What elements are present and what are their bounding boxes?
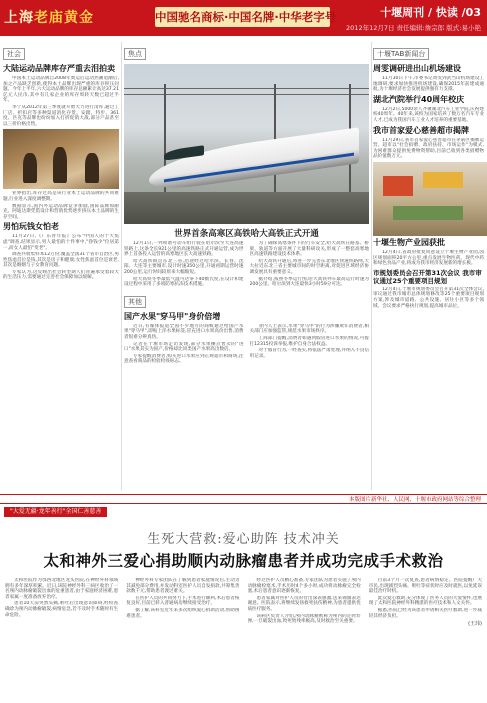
paragraph: 中国本土运动品牌自2008年奥运后运动热潮退潮后,加之产品缺乏创新,使得本土品牌出现严重的库存积压问题。今年上半年,六大运动品牌的库存总额累计高达37.21亿元人民币,其中有几家企业的库存周转天数已超过半年。 (3, 76, 119, 104)
article-title: 湖北汽院举行40周年校庆 (373, 94, 465, 104)
article-title: 国产水果"穿马甲"身价倍增 (124, 311, 221, 321)
charity-photo (373, 162, 487, 236)
paragraph: 为了确保高寒条件下的行车安全,哈大高铁在路基、桥梁、轨道等方面开展了大量科研攻关,形成了一整套高寒地区高速铁路建设技术体系。 (249, 241, 369, 258)
section-tag: 社会 (3, 48, 25, 60)
paragraph: 近日,有媒体报道全国不少地方的商贩通过给国产水果"穿马甲",即贴上洋水果标签,冒充进口水果高价出售,消费者很难分辨真伪。 (124, 323, 244, 340)
paragraph: 神经外科专家团队在了解到患者家庭情况后,主动为其减免部分费用,并发动科室医护人员自发捐款,共筹集善款数千元,帮助患者渡过难关。 (126, 578, 240, 595)
paragraph: 太和医院作为鄂西北地区龙头医院,在神经外科领域拥有多年深厚积累。近日,该院神经外科三病区收治了一名颅内动脉瘤破裂出血的危重患者,由于家庭经济困难,患者家属一度准备放弃治疗。 (5, 578, 119, 600)
brand-slogan: 中国驰名商标·中国名牌·中华老字号 (155, 7, 330, 27)
paragraph: 调查共收集样本12万份,覆盖全国31个省市自治区,男性焦虑首位是钱,其次是房子和健康;女性焦虑首位是衰老,其次是婚姻与子女教育问题。 (3, 252, 119, 269)
train-photo (124, 64, 369, 224)
paragraph: 12月4日,十堰市规划委员会召开第31次全体会议,审议通过我市城市总体规划修改等25个重要项目规划方案,涉及城市道路、公共设施、居住小区等多个领域。会议要求严格执行规划,提高城市品位。 (373, 286, 484, 309)
masthead-banner (0, 0, 487, 36)
paragraph: 在医护人员的共同努力下,手术进行顺利,术后患者恢复良好,目前已转入普通病房继续接受治疗。 (126, 595, 240, 607)
paragraph: 业内人士表示,水果"穿马甲"的行为涉嫌欺诈消费者,相关部门应加强监管,规范水果市场秩序。 (249, 323, 369, 335)
paragraph: 哈大高铁开通后,将进一步完善东北地区快速铁路网,大大拉近东北三省主要城市间的时空距离,对促进区域经济协调发展具有重要意义。 (249, 258, 369, 275)
paragraph: 据悉,医院已经为该患者申请相关医疗救助,进一步减轻其经济负担。 (368, 607, 482, 619)
paragraph: 对于假冒行为,一经查实,将依法严肃处理,并纳入不良信用记录。 (249, 348, 369, 359)
paragraph: 此次爱心救助,充分体现了医务人员的大爱情怀,也展现了太和医院神经外科精湛的医疗技术和人文关怀。 (368, 595, 482, 607)
paragraph: 工商部门提醒,消费者如遇到假冒进口水果的情况,可拨打12315投诉举报,维护自身合法权益。 (249, 335, 369, 347)
paragraph: 哈大高铁冬季最低气温可达零下40摄氏度,在设计和建设过程中采用了多项防寒抗冻技术措施。 (124, 276, 244, 288)
date-line: 2012年12月7日 责任编辑:詹宗郎 版式:易小艳 (346, 24, 481, 32)
article-title: 大陆运动品牌库存严重去泪拍卖 (3, 64, 115, 73)
paragraph: 业界指出,库存过高是该行业本土运动品牌的共同难题,行业进入深度调整期。 (3, 191, 119, 202)
article-title: 十堰生物产业园获批 (373, 237, 445, 247)
section-tag: 其他 (124, 296, 146, 308)
paragraph: 哈大高铁纵贯东北三省,沿途经过哈尔滨、长春、沈阳、大连等主要城市,设计时速350公里,开通初期运营时速200公里,运行时间较原来大幅缩短。 (124, 258, 244, 275)
center-column (124, 41, 369, 366)
logo-city: 上海 (4, 10, 34, 26)
feature-headline: 太和神外三爱心捐助顺内动脉瘤患者并成功完成手术救治 (43, 552, 444, 570)
paragraph: 11月29日,我市首家爱心慈善超市在茅箭区揭牌运营。超市以"社会捐赠、政府扶持、市场运作"为模式,为困难群众提供免费物资帮助,目前已收到各类捐赠物品价值数万元。 (373, 137, 484, 160)
right-column (373, 41, 484, 310)
paragraph: 李宁从2012年第三季度就开始大力进行清库,通过工厂店、折扣店等多种渠道消化存货。安踏、特步、361度、匹克等品牌也纷纷加入打折促销大战,部分产品甚至以三折价格出售。 (3, 104, 119, 127)
credit-bar: 本版图片新华社、人民网、十堰市政府网站等综合整理 (0, 494, 487, 504)
paragraph: 数据显示,国内外运动品牌竞争加剧,国际品牌如耐克、阿迪达斯凭借设计和营销优势逐步挤压本土品牌的生存空间。 (3, 203, 119, 220)
section-tag: 焦点 (124, 48, 146, 60)
brand-logo (4, 7, 94, 29)
photo-caption: 世界首条高寒区高铁哈大高铁正式开通 (174, 229, 319, 239)
article-title: 市规划委员会召开第31次会议 我市审议通过25个重要项目规划 (373, 268, 482, 285)
paragraph: 12月4日,省政府批复同意设立十堰生物产业园,园区规划面积20平方公里,重点发展生物医药、现代中药和绿色食品产业,将成为我市经济发展新的增长极。 (373, 249, 484, 267)
paragraph: 据介绍,按照冬季运行图,哈大高铁列车最高运行时速为200公里。哈尔滨到大连最快3小时59分可达。 (249, 276, 369, 288)
sports-photo (3, 129, 119, 189)
article-body (124, 324, 369, 366)
paragraph: 据了解,该科室近年来多次组织爱心捐助活动,帮助困难患者。 (126, 607, 240, 619)
issue-info (346, 4, 481, 32)
paragraph: 专家提醒消费者,购买进口水果应到正规超市和商场,注意查看商品的检验检疫标志。 (124, 353, 244, 365)
left-column (3, 41, 119, 282)
article-title: 我市首家爱心慈善超市揭牌 (373, 125, 469, 135)
paragraph: 该病区负责人介绍,颅内动脉瘤被称为颅内的定时炸弹,一旦破裂出血,致死致残率极高,及时救治至关重要。 (247, 613, 361, 625)
paragraph: 目前3个月一次复查,患者病情稳定。医院提醒广大市民,出现剧烈头痛、呕吐等症状时应及时就医,以免延误最佳治疗时机。 (368, 578, 482, 595)
paragraph: 12月1日,一列和谐号动车组行驶在哈尔滨至大连高速铁路上,这条全长921公里的高速铁路正式开通运营,成为世界上首条投入运营的高寒地区长大高速铁路。 (124, 241, 244, 258)
page-label: 十堰周刊 / 快读 /03 (380, 6, 481, 19)
paragraph: 11月27日,《广东青年报》公布"中国人的十大焦虑"调查,结果显示,男人最怕的十件事中,"挣钱少"位居第一,而女人最怕"变老"。 (3, 234, 119, 251)
paragraph: 记者在十堰市场走访发现,部分水果摊点售卖的"进口"水果其实为国产,价格却比同类国产水果高出数倍。 (124, 341, 244, 353)
author-credit: (王玮) (468, 621, 482, 628)
paragraph: 专家认为,这反映出社会转型期人们普遍承受着较大的生活压力,需要通过完善社会保障加以缓解。 (3, 269, 119, 281)
feature-subtitle: 生死大营救:爱心助阵 技术冲关 (147, 532, 340, 547)
paragraph: 患者家属对医护人员的付出深表感激,送来锦旗表达谢意。医院表示,将继续发扬救死扶伤精神,为患者提供优质医疗服务。 (247, 595, 361, 612)
paragraph: 经过医护人员精心准备,专家团队为患者实施了颅内动脉瘤栓塞术,手术历时4个多小时,成功将动脉瘤完全栓塞,术后患者意识逐渐恢复。 (247, 578, 361, 595)
article-body (124, 241, 369, 289)
article-title: 男怕玩钱女怕老 (3, 222, 59, 232)
feature-body (5, 578, 482, 696)
feature-tag: "大爱无疆·龙年善行"全国仁善慈善 (4, 507, 107, 517)
paragraph: 患者10天前突然头痛,呕吐后出现意识障碍,经检查确诊为颅内动脉瘤破裂,病情危急,若不及时手术随时有生命危险。 (5, 601, 119, 618)
paragraph: 11月30日下午,市委书记周雯到武当山机场建设工地调研,要求加快推进机场建设,确保2015年前建成通航,为十堰经济社会发展提供强有力支撑。 (373, 76, 484, 93)
section-tag: 十堰TAB新闻台 (373, 48, 429, 60)
paragraph: 12月2日,5000余人齐聚湖北汽车工业学院,庆祝建校40周年。40年来,该校为国家培养了数万名汽车专业人才,已成为我国汽车工业人才培养的重要基地。 (373, 106, 484, 123)
logo-brand: 老庙黄金 (34, 10, 94, 26)
article-title: 周雯调研进出山机场建设 (373, 64, 461, 73)
